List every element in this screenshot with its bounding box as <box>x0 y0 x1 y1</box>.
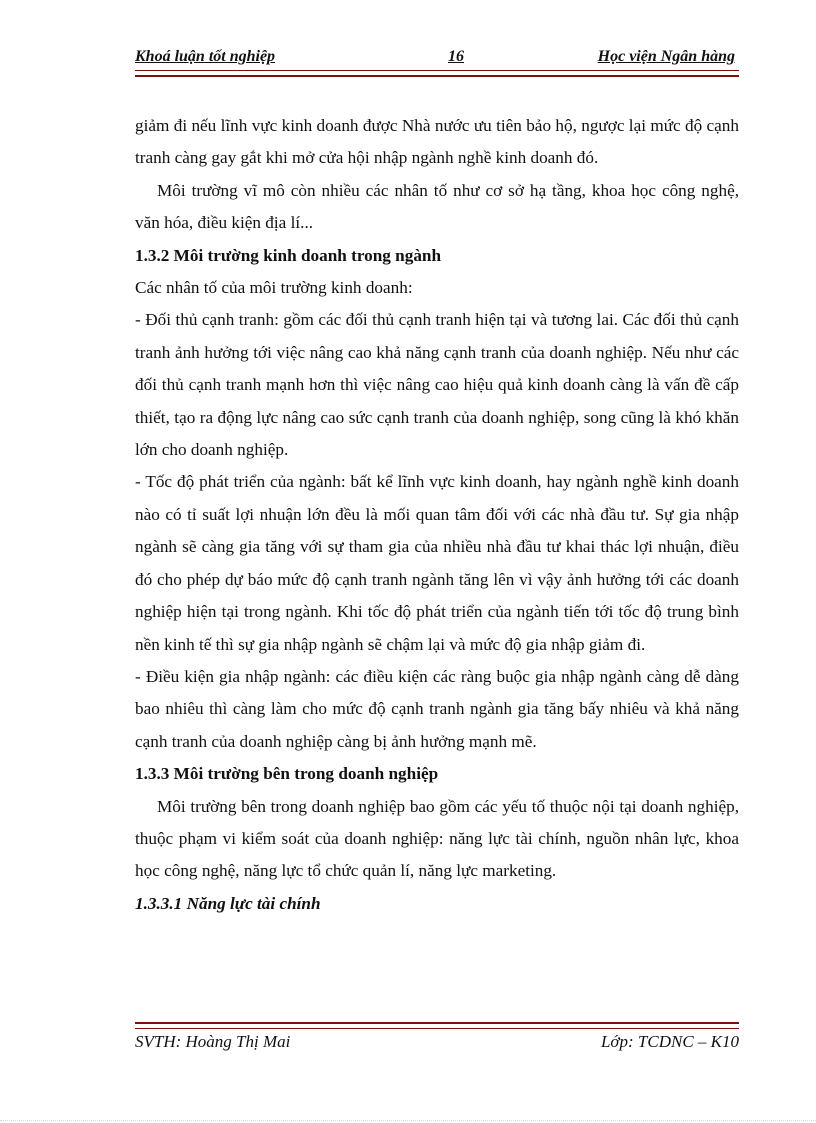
paragraph-continuation: giảm đi nếu lĩnh vực kinh doanh được Nhà nước ưu tiên bảo hộ, ngược lại mức độ cạnh tranh càng gay gắt khi mở cửa hội nhập ngành nghề kinh doanh đó. <box>135 116 739 168</box>
subsection-heading-1-3-3-1: 1.3.3.1 Năng lực tài chính <box>135 893 321 913</box>
paragraph-factors-intro: Các nhân tố của môi trường kinh doanh: <box>135 278 413 298</box>
page-edge-dotted-line <box>0 1120 816 1121</box>
page-footer <box>135 1032 739 1056</box>
page-body <box>135 110 739 920</box>
paragraph-internal-environment: Môi trường bên trong doanh nghiệp bao gồm các yếu tố thuộc nội tại doanh nghiệp, thuộc phạm vi kiểm soát của doanh nghiệp: năng lực tài chính, nguồn nhân lực, khoa học công nghệ, năng lực tổ chức quản lí, năng lực marketing. <box>135 796 739 881</box>
section-heading-1-3-3: 1.3.3 Môi trường bên trong doanh nghiệp <box>135 764 439 784</box>
paragraph-macro-environment: Môi trường vĩ mô còn nhiều các nhân tố như cơ sở hạ tầng, khoa học công nghệ, văn hóa, điều kiện địa lí... <box>135 180 739 233</box>
footer-class: Lớp: TCDNC – K10 <box>600 1032 739 1051</box>
footer-author: SVTH: Hoàng Thị Mai <box>135 1032 291 1051</box>
paragraph-competitors: - Đối thủ cạnh tranh: gồm các đối thủ cạnh tranh hiện tại và tương lai. Các đối thủ cạnh tranh ảnh hưởng tới việc nâng cao khả năng cạnh tranh của doanh nghiệp. Nếu như các đối thủ cạnh tranh mạnh hơn thì việc nâng cao hiệu quả kinh doanh càng là vấn đề cấp thiết, tạo ra động lực nâng cao sức cạnh tranh của doanh nghiệp, song cũng là khó khăn lớn cho doanh nghiệp. <box>135 310 739 460</box>
header-rule <box>135 70 739 77</box>
page-number: 16 <box>448 48 464 65</box>
page-header <box>135 46 739 68</box>
paragraph-growth-rate: - Tốc độ phát triển của ngành: bất kể lĩnh vực kinh doanh, hay ngành nghề kinh doanh nào có tỉ suất lợi nhuận lớn đều là mối quan tâm đối với các nhà đầu tư. Sự gia nhập ngành sẽ càng gia tăng với sự tham gia của nhiều nhà đầu tư khai thác lợi nhuận, điều đó cho phép dự báo mức độ cạnh tranh ngành tăng lên vì vậy ảnh hưởng tới các doanh nghiệp hiện tại trong ngành. Khi tốc độ phát triển của ngành tiến tới tốc độ trung bình nền kinh tế thì sự gia nhập ngành sẽ chậm lại và mức độ gia nhập giảm đi. <box>135 472 739 654</box>
header-institution: Học viện Ngân hàng <box>597 48 735 65</box>
footer-rule <box>135 1022 739 1029</box>
paragraph-entry-conditions: - Điều kiện gia nhập ngành: các điều kiện các ràng buộc gia nhập ngành càng dễ dàng bao nhiêu thì càng làm cho mức độ cạnh tranh ngành gia tăng bấy nhiêu và khả năng cạnh tranh của doanh nghiệp càng bị ảnh hưởng mạnh mẽ. <box>135 666 739 751</box>
header-thesis-title: Khoá luận tốt nghiệp <box>135 48 276 65</box>
section-heading-1-3-2: 1.3.2 Môi trường kinh doanh trong ngành <box>135 245 442 265</box>
